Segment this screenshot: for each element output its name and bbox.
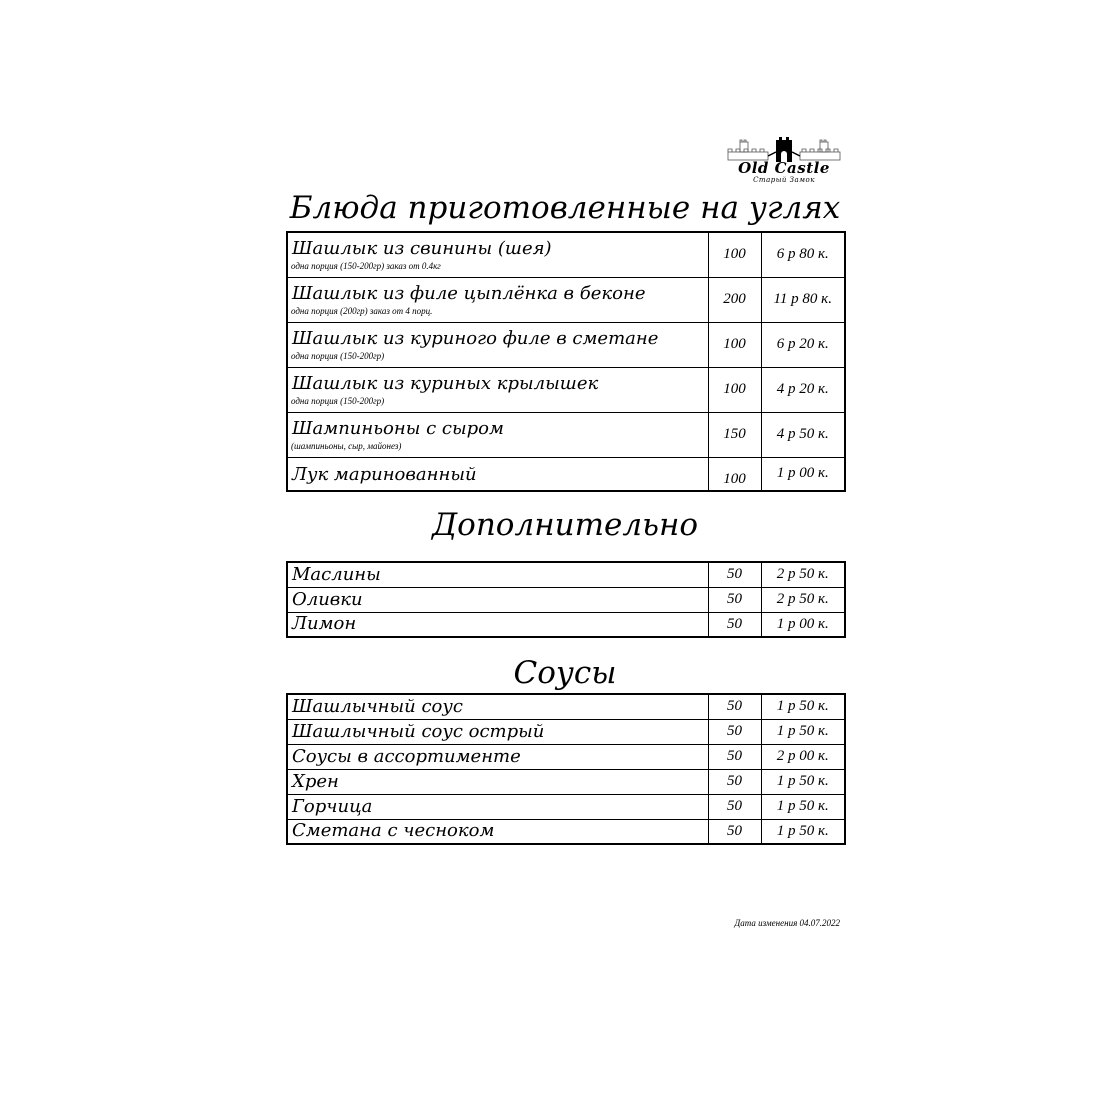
table-row bbox=[287, 694, 845, 719]
item-weight: 50 bbox=[708, 769, 761, 794]
item-weight: 50 bbox=[708, 587, 761, 612]
logo bbox=[726, 134, 842, 184]
item-price: 1 р 50 к. bbox=[761, 719, 845, 744]
item-weight: 50 bbox=[708, 562, 761, 587]
modified-date: Дата изменения 04.07.2022 bbox=[734, 918, 840, 928]
item-weight: 100 bbox=[708, 232, 761, 277]
table-row bbox=[287, 719, 845, 744]
sauces-section-title: Соусы bbox=[513, 655, 617, 691]
item-cell bbox=[287, 232, 708, 277]
item-price: 1 р 50 к. bbox=[761, 794, 845, 819]
item-price: 4 р 50 к. bbox=[761, 412, 845, 457]
extras-section-title: Дополнительно bbox=[431, 507, 699, 543]
item-weight: 100 bbox=[708, 367, 761, 412]
table-row bbox=[287, 587, 845, 612]
sauces-table bbox=[286, 693, 846, 845]
item-weight: 50 bbox=[708, 694, 761, 719]
table-row bbox=[287, 412, 845, 457]
item-description: одна порция (150-200гр) заказ от 0.4кг bbox=[291, 260, 441, 271]
table-row bbox=[287, 744, 845, 769]
item-name: Шашлычный соус bbox=[292, 695, 463, 717]
item-price: 1 р 50 к. bbox=[761, 819, 845, 844]
table-row bbox=[287, 769, 845, 794]
item-price: 4 р 20 к. bbox=[761, 367, 845, 412]
item-price: 6 р 20 к. bbox=[761, 322, 845, 367]
grill-section-title: Блюда приготовленные на углях bbox=[289, 190, 841, 226]
item-weight: 100 bbox=[708, 457, 761, 491]
extras-table bbox=[286, 561, 846, 638]
item-name: Хрен bbox=[292, 770, 339, 792]
item-name: Шашлык из свинины (шея) bbox=[292, 237, 552, 259]
table-row bbox=[287, 612, 845, 637]
item-weight: 50 bbox=[708, 794, 761, 819]
item-name: Лук маринованный bbox=[292, 463, 477, 485]
table-row bbox=[287, 794, 845, 819]
item-name: Соусы в ассортименте bbox=[292, 745, 521, 767]
item-price: 1 р 00 к. bbox=[761, 457, 845, 491]
item-cell bbox=[287, 457, 708, 491]
logo-subtitle: Старый Замок bbox=[753, 176, 815, 184]
item-description: одна порция (150-200гр) bbox=[291, 350, 385, 361]
grill-table bbox=[286, 231, 846, 492]
item-name: Шашлык из куриных крылышек bbox=[292, 372, 599, 394]
item-name: Шашлычный соус острый bbox=[292, 720, 545, 742]
item-name: Шашлык из куриного филе в сметане bbox=[292, 327, 659, 349]
item-cell bbox=[287, 367, 708, 412]
item-price: 1 р 00 к. bbox=[761, 612, 845, 637]
table-row bbox=[287, 457, 845, 491]
table-row bbox=[287, 322, 845, 367]
item-weight: 50 bbox=[708, 719, 761, 744]
item-weight: 150 bbox=[708, 412, 761, 457]
item-name: Шампиньоны с сыром bbox=[292, 417, 504, 439]
item-name: Лимон bbox=[292, 613, 357, 635]
item-price: 2 р 00 к. bbox=[761, 744, 845, 769]
item-cell bbox=[287, 412, 708, 457]
item-name: Шашлык из филе цыплёнка в беконе bbox=[292, 282, 646, 304]
item-name: Оливки bbox=[292, 588, 363, 610]
item-price: 2 р 50 к. bbox=[761, 562, 845, 587]
item-price: 1 р 50 к. bbox=[761, 694, 845, 719]
logo-name: Old Castle bbox=[738, 159, 830, 177]
item-price: 6 р 80 к. bbox=[761, 232, 845, 277]
item-weight: 50 bbox=[708, 612, 761, 637]
item-name: Горчица bbox=[292, 795, 373, 817]
table-row bbox=[287, 562, 845, 587]
item-description: (шампиньоны, сыр, майонез) bbox=[291, 440, 402, 451]
item-name: Маслины bbox=[292, 563, 381, 585]
item-weight: 50 bbox=[708, 744, 761, 769]
table-row bbox=[287, 277, 845, 322]
item-price: 2 р 50 к. bbox=[761, 587, 845, 612]
table-row bbox=[287, 819, 845, 844]
item-description: одна порция (200гр) заказ от 4 порц. bbox=[291, 305, 433, 316]
item-cell bbox=[287, 322, 708, 367]
item-weight: 100 bbox=[708, 322, 761, 367]
table-row bbox=[287, 232, 845, 277]
item-cell bbox=[287, 277, 708, 322]
item-description: одна порция (150-200гр) bbox=[291, 395, 385, 406]
item-name: Сметана с чесноком bbox=[292, 820, 495, 842]
item-weight: 50 bbox=[708, 819, 761, 844]
table-row bbox=[287, 367, 845, 412]
item-weight: 200 bbox=[708, 277, 761, 322]
item-price: 11 р 80 к. bbox=[761, 277, 845, 322]
item-price: 1 р 50 к. bbox=[761, 769, 845, 794]
